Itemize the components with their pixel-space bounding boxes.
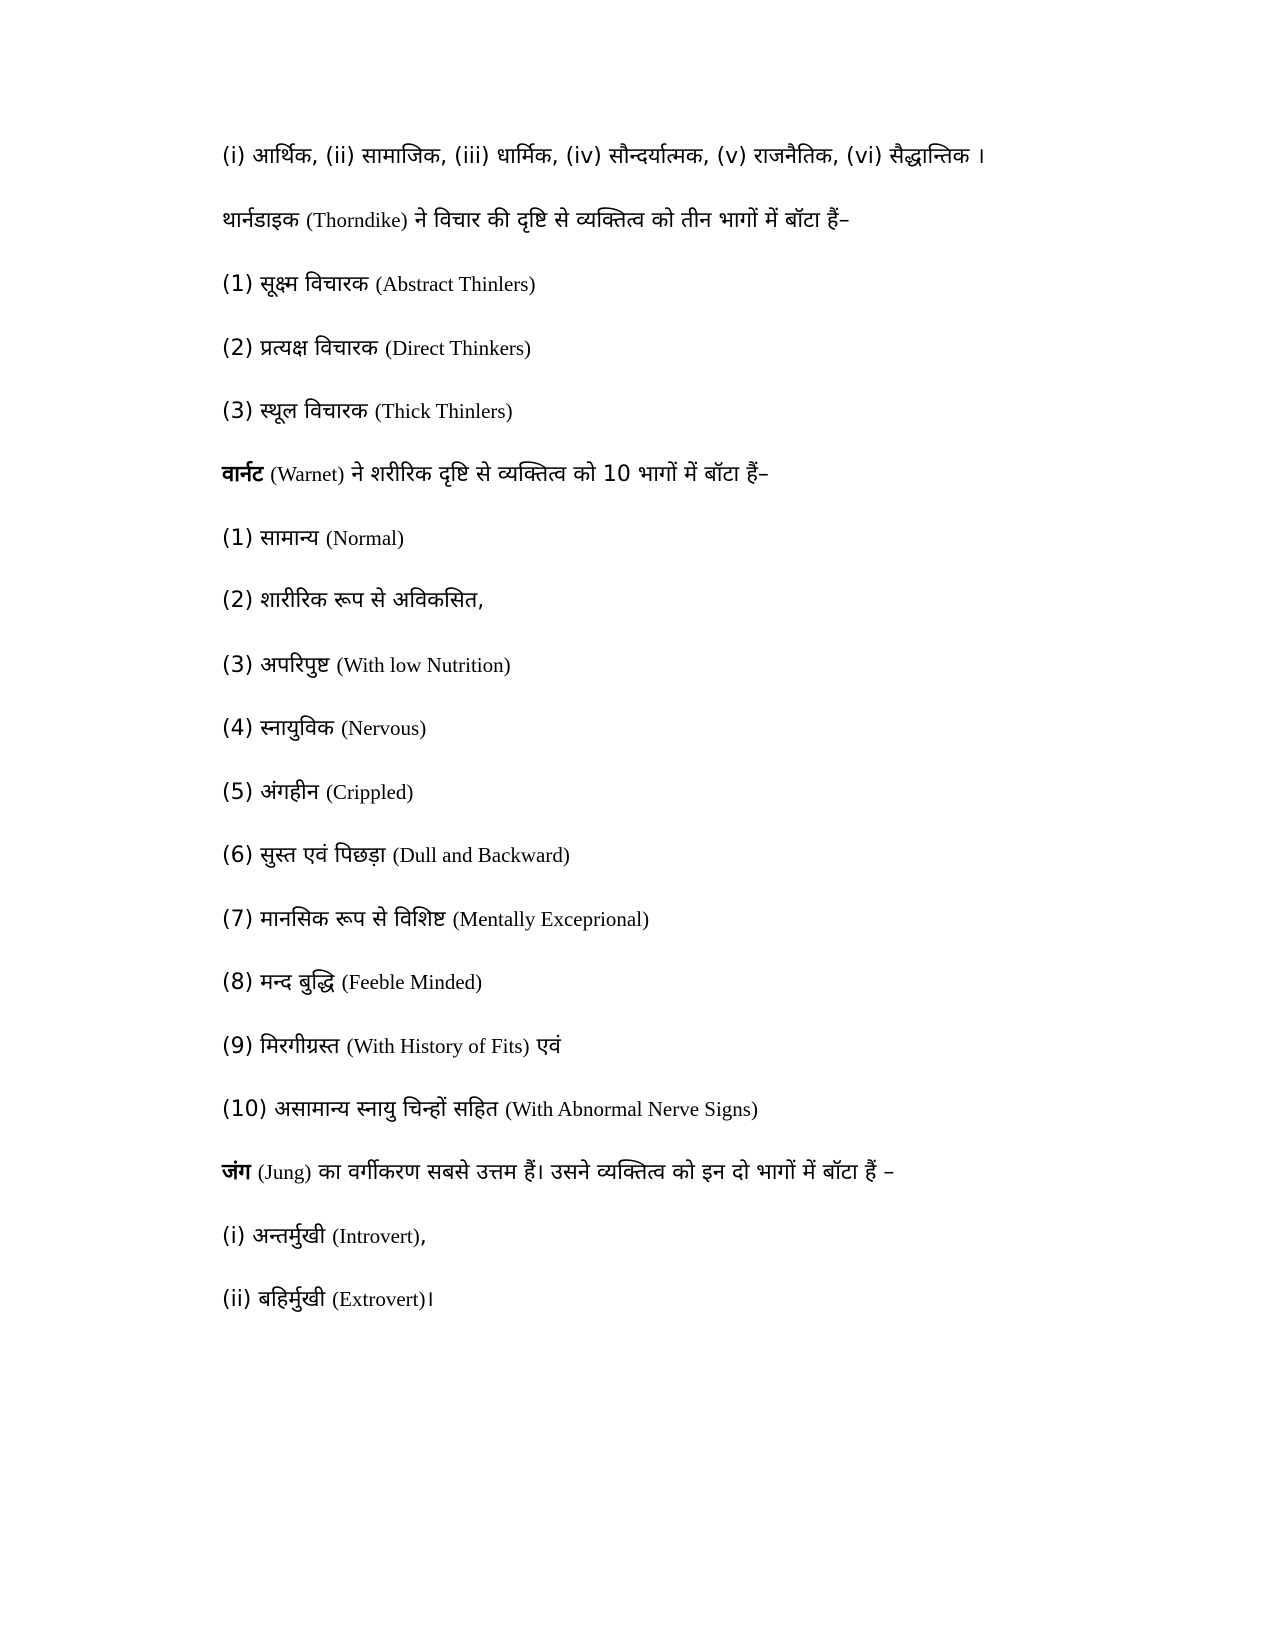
- english-term: (Thick Thinlers): [374, 399, 513, 423]
- hindi-text: (3) अपरिपुष्ट: [222, 653, 337, 678]
- value-types-line: [222, 142, 1072, 172]
- list-item: [222, 840, 1072, 871]
- english-term: (Jung): [257, 1160, 312, 1184]
- list-item: [222, 586, 1072, 616]
- list-item: [222, 523, 1072, 554]
- hindi-text: [251, 1160, 258, 1185]
- list-item: [222, 1094, 1072, 1125]
- warnet-intro-line: [222, 459, 1072, 490]
- hindi-text: (3) स्थूल विचारक: [222, 399, 375, 424]
- hindi-text: (1) सामान्य: [222, 526, 326, 551]
- english-term: (Abstract Thinlers): [375, 272, 536, 296]
- hindi-text: ।: [425, 1287, 434, 1312]
- english-term: (Direct Thinkers): [385, 336, 532, 360]
- hindi-text: ,: [419, 1224, 427, 1249]
- english-term: (With History of Fits): [346, 1034, 530, 1058]
- hindi-text: (i) अन्तर्मुखी: [222, 1224, 333, 1249]
- list-item: [222, 396, 1072, 427]
- hindi-text: (5) अंगहीन: [222, 780, 326, 805]
- list-item: [222, 333, 1072, 364]
- hindi-text: ने शरीरिक दृष्टि से व्यक्तित्व को 10 भागों में बॉटा हैं–: [344, 462, 769, 487]
- jung-intro-line: [222, 1157, 1072, 1188]
- english-term: (With Abnormal Nerve Signs): [505, 1097, 758, 1121]
- list-item: [222, 713, 1072, 744]
- hindi-text: (10) असामान्य स्नायु चिन्हों सहित: [222, 1097, 506, 1122]
- english-term: (Extrovert): [332, 1287, 426, 1311]
- hindi-text: (2) शारीरिक रूप से अविकसित,: [222, 588, 485, 613]
- hindi-text: थार्नडाइक: [222, 208, 307, 233]
- english-term: (Introvert): [332, 1224, 420, 1248]
- hindi-text: ने विचार की दृष्टि से व्यक्तित्व को तीन भागों में बॉटा हैं–: [407, 208, 850, 233]
- english-term: (Crippled): [325, 780, 414, 804]
- thorndike-intro-line: [222, 205, 1072, 236]
- list-item: [222, 777, 1072, 808]
- hindi-text: (7) मानसिक रूप से विशिष्ट: [222, 907, 453, 932]
- author-name: वार्नट: [222, 462, 264, 487]
- hindi-text: (4) स्नायुविक: [222, 716, 342, 741]
- hindi-text: (6) सुस्त एवं पिछड़ा: [222, 843, 393, 868]
- hindi-text: (8) मन्द बुद्धि: [222, 970, 342, 995]
- english-term: (Warnet): [270, 462, 345, 486]
- english-term: (Nervous): [341, 716, 427, 740]
- hindi-text: (2) प्रत्यक्ष विचारक: [222, 336, 386, 361]
- list-item: [222, 1031, 1072, 1062]
- english-term: (With low Nutrition): [336, 653, 511, 677]
- hindi-text: का वर्गीकरण सबसे उत्तम हैं। उसने व्यक्तित्व को इन दो भागों में बॉटा हैं –: [311, 1160, 895, 1185]
- english-term: (Thorndike): [306, 208, 408, 232]
- list-item: [222, 904, 1072, 935]
- hindi-text: (1) सूक्ष्म विचारक: [222, 272, 376, 297]
- hindi-text: (i) आर्थिक, (ii) सामाजिक, (iii) धार्मिक, (iv) सौन्दर्यात्मक, (v) राजनैतिक, (vi) सैद्धान्तिक ।: [222, 144, 985, 169]
- list-item: [222, 1284, 1072, 1315]
- list-item: [222, 967, 1072, 998]
- list-item: [222, 1221, 1072, 1252]
- english-term: (Mentally Exceprional): [452, 907, 650, 931]
- author-name: जंग: [222, 1160, 251, 1185]
- english-term: (Feeble Minded): [341, 970, 483, 994]
- list-item: [222, 650, 1072, 681]
- english-term: (Dull and Backward): [392, 843, 570, 867]
- list-item: [222, 269, 1072, 300]
- hindi-text: (ii) बहिर्मुखी: [222, 1287, 333, 1312]
- english-term: (Normal): [325, 526, 404, 550]
- hindi-text: एवं: [529, 1034, 561, 1059]
- hindi-text: (9) मिरगीग्रस्त: [222, 1034, 347, 1059]
